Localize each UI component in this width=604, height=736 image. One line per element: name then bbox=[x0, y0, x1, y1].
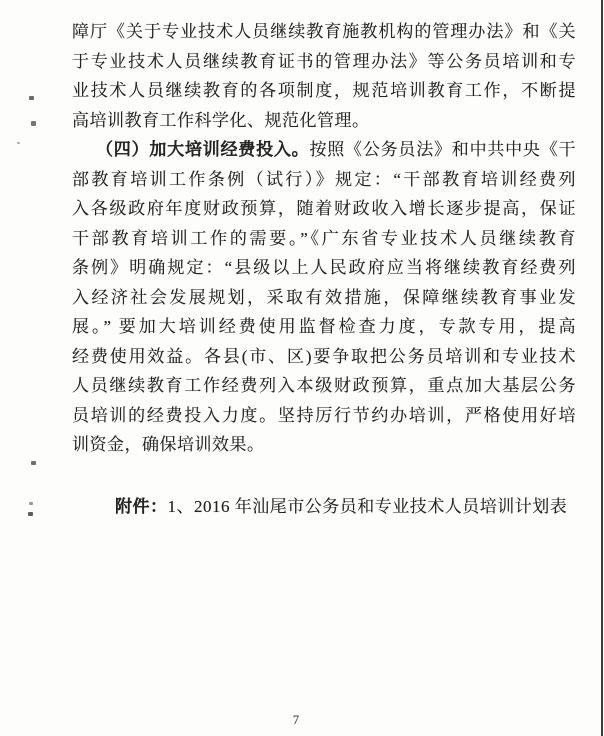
text-segment: 按照《公务员法》和中共中央《干 bbox=[309, 140, 577, 159]
text-line: 业技术人员继续教育的各项制度，规范培训教育工作，不断提 bbox=[72, 81, 576, 100]
text-line: 于专业技术人员继续教育证书的管理办法》等公务员培训和专 bbox=[72, 51, 576, 71]
text-line: 条例》明确规定：“县级以上人民政府应当将继续教育经费列 bbox=[72, 258, 576, 277]
text-line: 高培训教育工作科学化、规范化管理。 bbox=[72, 110, 370, 130]
text-line: 员培训的经费投入力度。坚持厉行节约办培训，严格使用好培 bbox=[72, 405, 576, 425]
paragraph-heading: （四）加大培训经费投入。 bbox=[96, 140, 310, 159]
page-number: 7 bbox=[292, 713, 300, 727]
scan-speck bbox=[17, 142, 20, 144]
text-line: 训资金，确保培训效果。 bbox=[72, 435, 265, 454]
attachment-line bbox=[115, 496, 567, 518]
scan-edge-line bbox=[601, 0, 603, 736]
paragraph-lead-line bbox=[72, 135, 576, 165]
text-line: 部教育培训工作条例（试行）》规定：“干部教育培训经费列 bbox=[72, 169, 576, 189]
scan-speck bbox=[28, 512, 33, 516]
scan-speck bbox=[31, 121, 36, 126]
text-line: 展。” 要加大培训经费使用监督检查力度，专款专用，提高 bbox=[72, 317, 576, 336]
scan-speck bbox=[29, 502, 33, 505]
text-line: 干部教育培训工作的需要。”《广东省专业技术人员继续教育 bbox=[72, 228, 576, 248]
text-line: 障厅《关于专业技术人员继续教育施教机构的管理办法》和《关 bbox=[72, 22, 576, 41]
text-line: 人员继续教育工作经费列入本级财政预算，重点加大基层公务 bbox=[72, 376, 576, 395]
attachment-label: 附件： bbox=[115, 497, 168, 516]
attachment-text: 1、2016 年汕尾市公务员和专业技术人员培训计划表 bbox=[167, 497, 568, 516]
scan-speck bbox=[31, 461, 36, 465]
body-text bbox=[72, 17, 576, 460]
text-line: 经费使用效益。各县(市、区)要争取把公务员培训和专业技术 bbox=[72, 346, 576, 366]
scan-speck bbox=[29, 96, 34, 100]
text-line: 入经济社会发展规划，采取有效措施，保障继续教育事业发 bbox=[72, 287, 576, 307]
text-line: 入各级政府年度财政预算，随着财政收入增长逐步提高，保证 bbox=[72, 199, 576, 218]
